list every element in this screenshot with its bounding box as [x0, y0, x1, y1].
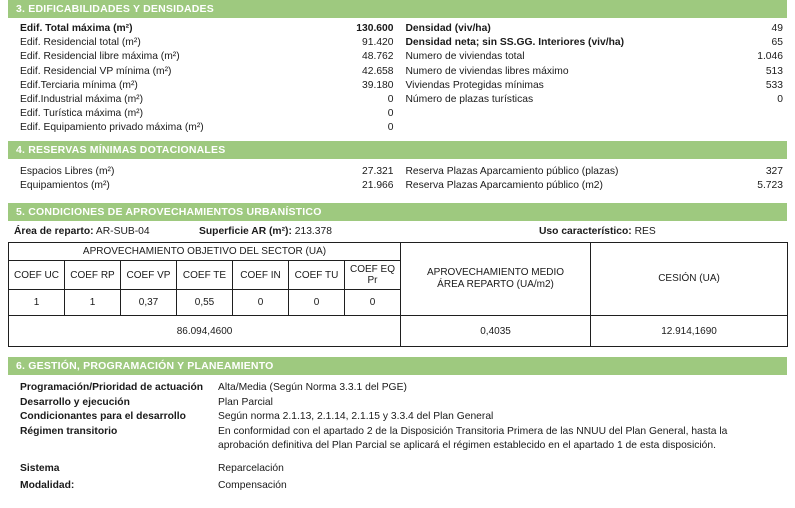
superficie-group: [199, 226, 539, 237]
data-line: [20, 79, 394, 93]
section-header-aprovechamientos: 5. CONDICIONES DE APROVECHAMIENTOS URBANÍSTICO: [8, 203, 787, 222]
uso-label: Uso característico:: [539, 226, 632, 238]
data-label: Espacios Libres (m²): [20, 165, 115, 177]
data-label: Viviendas Protegidas mínimas: [405, 79, 544, 91]
data-value: 0: [387, 94, 394, 106]
col-coef-in: COEF IN: [233, 261, 289, 290]
col-coef-tu: COEF TU: [289, 261, 345, 290]
s4-right-column: [398, 165, 788, 193]
gestion-label: Modalidad:: [20, 480, 75, 492]
data-label: Equipamientos (m²): [20, 179, 110, 191]
data-line: [20, 36, 394, 50]
data-label: Numero de viviendas libres máximo: [405, 65, 569, 77]
data-line: [20, 165, 394, 179]
gestion-label: Desarrollo y ejecución: [20, 396, 130, 408]
data-line: [406, 165, 784, 179]
value-coef-eq: 0: [345, 290, 401, 316]
gestion-label: Condicionantes para el desarrollo: [20, 411, 186, 423]
gestion-value: Plan Parcial: [218, 396, 273, 408]
data-line: [406, 65, 784, 79]
data-value: 21.966: [362, 179, 394, 191]
s3-left-column: [8, 22, 398, 136]
gestion-value: Reparcelación: [218, 462, 284, 474]
data-line: [406, 79, 784, 93]
col-coef-eq: [345, 261, 401, 290]
col-coef-uc: COEF UC: [9, 261, 65, 290]
table-total-row: [9, 316, 788, 347]
table-header-row: [9, 243, 788, 261]
group-header-aprovechamiento-objetivo: APROVECHAMIENTO OBJETIVO DEL SECTOR (UA): [9, 243, 401, 261]
data-value: 91.420: [362, 37, 394, 49]
gestion-row: [8, 479, 787, 494]
aprovechamiento-medio-header: [401, 243, 591, 316]
aprovechamiento-table: [8, 242, 788, 347]
superficie-label: Superficie AR (m²):: [199, 226, 292, 238]
value-coef-uc: 1: [9, 290, 65, 316]
data-value: 0: [387, 122, 394, 134]
data-value: 327: [765, 165, 783, 177]
value-coef-te: 0,55: [177, 290, 233, 316]
area-reparto-label: Área de reparto:: [14, 226, 94, 238]
area-reparto-group: [14, 226, 199, 237]
data-line: [20, 50, 394, 64]
data-value: 49: [771, 23, 783, 34]
section-3-body: [8, 22, 787, 136]
section-6-body: [8, 381, 787, 494]
uso-group: [539, 226, 787, 237]
data-label: Número de plazas turísticas: [405, 94, 534, 106]
data-label: Edif. Turística máxima (m²): [20, 108, 144, 120]
total-cesion: 12.914,1690: [591, 316, 788, 347]
value-coef-tu: 0: [289, 290, 345, 316]
data-value: 48.762: [362, 51, 394, 63]
gestion-row: [8, 410, 787, 425]
data-line: [20, 179, 394, 193]
data-value: 5.723: [757, 179, 783, 191]
data-label: Edif.Industrial máxima (m²): [20, 94, 144, 106]
gestion-row: [8, 381, 787, 396]
col-coef-eq-line2: Pr: [367, 275, 378, 287]
data-value: 42.658: [362, 65, 394, 77]
value-coef-rp: 1: [65, 290, 121, 316]
data-label: Edif. Total máxima (m²): [20, 23, 133, 34]
data-label: Reserva Plazas Aparcamiento público (m2): [405, 179, 603, 191]
data-line: [20, 93, 394, 107]
data-line: [20, 65, 394, 79]
data-value: 513: [765, 65, 783, 77]
data-line: [20, 107, 394, 121]
data-label: Edif. Residencial VP mínima (m²): [20, 65, 172, 77]
aprov-medio-line2: ÁREA REPARTO (UA/m2): [437, 279, 554, 291]
value-coef-in: 0: [233, 290, 289, 316]
gestion-row: [8, 462, 787, 477]
data-value: 1.046: [757, 51, 783, 63]
data-value: 0: [777, 94, 783, 106]
data-line: [20, 22, 394, 36]
col-coef-te: COEF TE: [177, 261, 233, 290]
data-label: Densidad neta; sin SS.GG. Interiores (viv/ha): [405, 37, 625, 49]
superficie-value: 213.378: [294, 226, 332, 238]
s3-right-column: [398, 22, 788, 136]
data-line: [406, 22, 784, 36]
gestion-row: [8, 396, 787, 411]
data-line: [406, 179, 784, 193]
total-aprovechamiento-medio: 0,4035: [401, 316, 591, 347]
gestion-value: Compensación: [218, 480, 287, 492]
data-line: [406, 93, 784, 107]
total-aprovechamiento-objetivo: 86.094,4600: [9, 316, 401, 347]
data-label: Reserva Plazas Aparcamiento público (plazas): [405, 165, 619, 177]
data-line: [406, 36, 784, 50]
section-4-body: [8, 165, 787, 193]
area-reparto-value: AR-SUB-04: [95, 226, 150, 238]
col-coef-rp: COEF RP: [65, 261, 121, 290]
gestion-value: Alta/Media (Según Norma 3.3.1 del PGE): [218, 382, 407, 394]
data-label: Edif.Terciaria mínima (m²): [20, 79, 138, 91]
data-label: Densidad (viv/ha): [405, 23, 491, 34]
data-label: Numero de viviendas total: [405, 51, 525, 63]
data-value: 39.180: [362, 79, 394, 91]
section-header-edificabilidades: 3. EDIFICABILIDADES Y DENSIDADES: [8, 0, 787, 19]
data-value: 130.600: [356, 23, 394, 34]
gestion-value: En conformidad con el apartado 2 de la Disposición Transitoria Primera de las NNUU del Plan General, hasta la aprobación definitiva del Plan Parcial se aplicará el régimen establecido en el apartado 1 de esta disposición.: [218, 425, 728, 452]
data-label: Edif. Residencial libre máxima (m²): [20, 51, 180, 63]
col-coef-vp: COEF VP: [121, 261, 177, 290]
area-reparto-line: [8, 222, 787, 242]
data-label: Edif. Equipamiento privado máxima (m²): [20, 122, 204, 134]
data-line: [20, 121, 394, 135]
section-header-gestion: 6. GESTIÓN, PROGRAMACIÓN Y PLANEAMIENTO: [8, 357, 787, 376]
gestion-label: Régimen transitorio: [20, 425, 118, 437]
data-label: Edif. Residencial total (m²): [20, 37, 141, 49]
section-5-body: [8, 222, 787, 242]
gestion-row: [8, 425, 787, 454]
section-header-reservas: 4. RESERVAS MÍNIMAS DOTACIONALES: [8, 141, 787, 160]
uso-value: RES: [634, 226, 656, 238]
data-value: 27.321: [362, 165, 394, 177]
data-line: [406, 50, 784, 64]
cesion-header: CESIÓN (UA): [591, 243, 788, 316]
gestion-label: Programación/Prioridad de actuación: [20, 382, 204, 394]
data-value: 65: [771, 37, 783, 49]
gestion-value: Según norma 2.1.13, 2.1.14, 2.1.15 y 3.3.4 del Plan General: [218, 411, 494, 423]
data-value: 0: [387, 108, 394, 120]
value-coef-vp: 0,37: [121, 290, 177, 316]
col-coef-eq-line1: COEF EQ: [350, 264, 396, 276]
s4-left-column: [8, 165, 398, 193]
aprov-medio-line1: APROVECHAMIENTO MEDIO: [427, 267, 565, 279]
data-value: 533: [765, 79, 783, 91]
gestion-label: Sistema: [20, 462, 60, 474]
